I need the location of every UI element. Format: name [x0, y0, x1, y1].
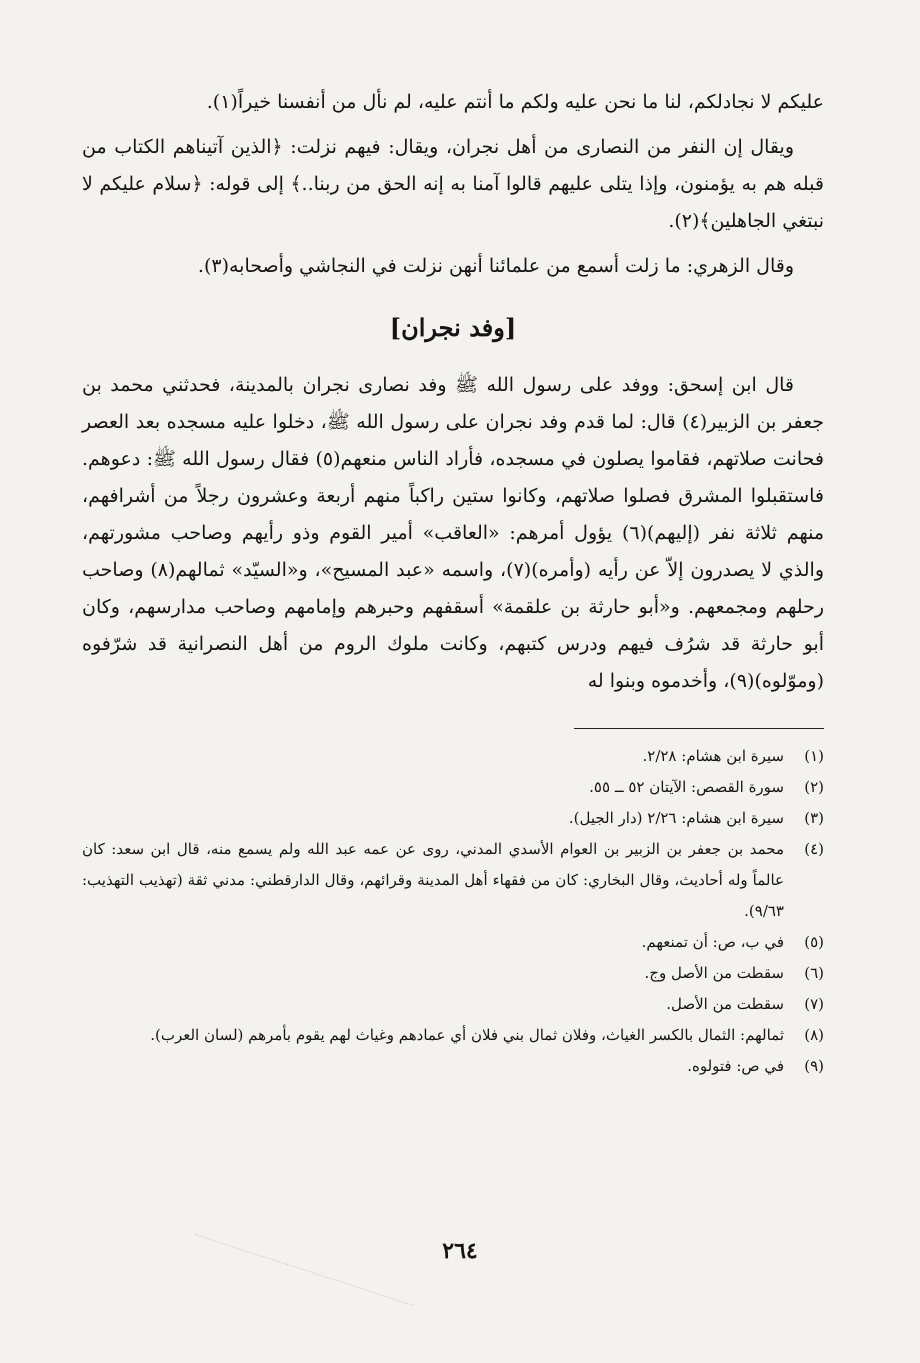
- footnote-item: [82, 741, 824, 772]
- footnote-item: [82, 1051, 824, 1082]
- footnote-item: [82, 989, 824, 1020]
- footnote-item: [82, 1020, 824, 1051]
- footnote-text: سقطت من الأصل وج.: [644, 964, 784, 982]
- footnotes: [82, 741, 824, 1082]
- footnote-number: (٥): [804, 933, 824, 951]
- footnote-text: ثمالهم: الثمال بالكسر الغياث، وفلان ثمال بني فلان أي عمادهم وغياث لهم يقوم بأمرهم (لسان العرب).: [150, 1026, 784, 1044]
- footnote-item: [82, 958, 824, 989]
- footnote-item: [82, 927, 824, 958]
- footnote-text: محمد بن جعفر بن الزبير بن العوام الأسدي المدني، روى عن عمه عبد الله ولم يسمع منه، قال ابن سعد: كان عالماً وله أحاديث، وقال البخاري: كان من فقهاء أهل المدينة وقرائهم، وقال الدارقطني: مدني ثقة (تهذيب التهذيب: ٩/٦٣).: [82, 840, 784, 920]
- page-number: ٢٦٤: [442, 1238, 478, 1264]
- section-heading: [وفد نجران]: [389, 313, 517, 342]
- footnote-item: [82, 834, 824, 927]
- footnote-number: (٢): [804, 778, 824, 796]
- footnote-text: في ص: فتولوه.: [687, 1057, 784, 1075]
- footnote-number: (٤): [804, 840, 824, 858]
- paragraph-1: عليكم لا نجادلكم، لنا ما نحن عليه ولكم ما أنتم عليه، لم نأل من أنفسنا خيراً(١).: [206, 91, 824, 113]
- paragraph-2: ويقال إن النفر من النصارى من أهل نجران، ويقال: فيهم نزلت: ﴿الذين آتيناهم الكتاب من قبله هم به يؤمنون، وإذا يتلى عليهم قالوا آمنا به إنه الحق من ربنا..﴾ إلى قوله: ﴿سلام عليكم لا نبتغي الجاهلين﴾(٢).: [82, 136, 824, 232]
- footnote-number: (٣): [804, 809, 824, 827]
- footnote-number: (٦): [804, 964, 824, 982]
- footnote-number: (٨): [804, 1026, 824, 1044]
- footnote-item: [82, 772, 824, 803]
- footnote-item: [82, 803, 824, 834]
- footnote-number: (٩): [804, 1057, 824, 1075]
- paragraph-3: وقال الزهري: ما زلت أسمع من علمائنا أنهن نزلت في النجاشي وأصحابه(٣).: [197, 255, 794, 277]
- footnote-text: سقطت من الأصل.: [666, 995, 784, 1013]
- footnote-number: (١): [804, 747, 824, 765]
- paragraph-4: قال ابن إسحق: ووفد على رسول الله ﷺ وفد نصارى نجران بالمدينة، فحدثني محمد بن جعفر بن الزبير(٤) قال: لما قدم وفد نجران على رسول الله ﷺ، دخلوا عليه مسجده بعد العصر فحانت صلاتهم، فقاموا يصلون في مسجده، فأراد الناس منعهم(٥) فقال رسول الله ﷺ: دعوهم. فاستقبلوا المشرق فصلوا صلاتهم، وكانوا ستين راكباً منهم أربعة وعشرون رجلاً من أشرافهم، منهم ثلاثة نفر (إليهم)(٦) يؤول أمرهم: «العاقب» أمير القوم وذو رأيهم وصاحب مشورتهم، والذي لا يصدرون إلاّ عن رأيه (وأمره)(٧)، واسمه «عبد المسيح»، و«السيّد» ثمالهم(٨) وصاحب رحلهم ومجمعهم. و«أبو حارثة بن علقمة» أسقفهم وحبرهم وإمامهم وصاحب مدارسهم، وكان أبو حارثة قد شرُف فيهم ودرس كتبهم، وكانت ملوك الروم من أهل النصرانية قد شرّفوه (وموّلوه)(٩)، وأخدموه وبنوا له: [82, 374, 825, 692]
- footnote-text: في ب، ص: أن تمنعهم.: [641, 933, 784, 951]
- footnote-number: (٧): [804, 995, 824, 1013]
- footnote-text: سورة القصص: الآيتان ٥٢ ــ ٥٥.: [589, 778, 784, 796]
- footnote-divider: [574, 728, 824, 729]
- footnote-text: سيرة ابن هشام: ٢/٢٨.: [642, 747, 784, 765]
- page-content: [82, 84, 824, 1082]
- footnote-text: سيرة ابن هشام: ٢/٢٦ (دار الجيل).: [568, 809, 784, 827]
